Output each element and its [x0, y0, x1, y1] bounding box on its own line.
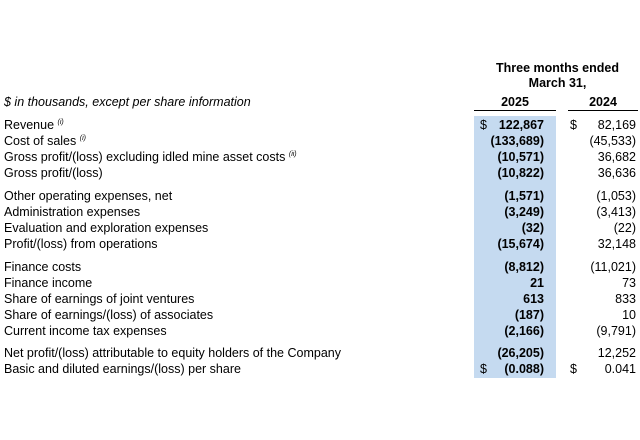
- row-label: [4, 307, 213, 323]
- value-prior: 73: [622, 276, 636, 290]
- value-current: (8,812): [504, 260, 544, 274]
- value-prior: 12,252: [597, 346, 636, 360]
- row-label-text: Gross profit/(loss) excluding idled mine asset costs: [4, 150, 286, 164]
- value-current: (0.088): [504, 362, 544, 376]
- value-prior: 0.041: [604, 362, 636, 376]
- value-current: (2,166): [504, 324, 544, 338]
- value-current: (187): [514, 308, 544, 322]
- row-label: [4, 236, 158, 252]
- value-prior: 833: [615, 292, 636, 306]
- footnote-marker: (ii): [288, 150, 297, 158]
- value-current: (133,689): [490, 134, 544, 148]
- currency-symbol-prior: $: [570, 118, 577, 132]
- table-row: [0, 236, 640, 252]
- value-current: (10,822): [497, 166, 544, 180]
- row-label-text: Finance income: [4, 276, 93, 290]
- value-prior: 32,148: [597, 237, 636, 251]
- row-label-text: Share of earnings/(loss) of associates: [4, 308, 214, 322]
- row-label: [4, 323, 167, 339]
- row-label-text: Basic and diluted earnings/(loss) per share: [4, 362, 241, 376]
- year-prior-header: 2024: [568, 95, 638, 111]
- table-row: [0, 345, 640, 361]
- period-header-line2: March 31,: [528, 76, 587, 90]
- table-row: [0, 188, 640, 204]
- row-label: [4, 133, 86, 149]
- table-row: [0, 165, 640, 181]
- row-label-text: Share of earnings of joint ventures: [4, 292, 195, 306]
- row-label-text: Evaluation and exploration expenses: [4, 221, 209, 235]
- value-current: 122,867: [498, 118, 544, 132]
- value-current: (10,571): [497, 150, 544, 164]
- row-label: [4, 259, 81, 275]
- value-prior: (3,413): [596, 205, 636, 219]
- row-label-text: Cost of sales: [4, 134, 77, 148]
- table-row: [0, 204, 640, 220]
- row-label: [4, 361, 241, 377]
- year-current-header: 2025: [474, 95, 556, 111]
- value-prior: 82,169: [597, 118, 636, 132]
- value-current: (3,249): [504, 205, 544, 219]
- table-row: [0, 259, 640, 275]
- value-current: (1,571): [504, 189, 544, 203]
- row-label: [4, 220, 208, 236]
- row-label: [4, 275, 92, 291]
- footnote-marker: (i): [57, 118, 64, 126]
- units-note: $ in thousands, except per share information: [4, 95, 251, 109]
- value-prior: 10: [622, 308, 636, 322]
- row-label-text: Revenue: [4, 118, 55, 132]
- table-row: [0, 275, 640, 291]
- value-current: 613: [523, 292, 544, 306]
- value-current: (26,205): [497, 346, 544, 360]
- row-label-text: Profit/(loss) from operations: [4, 237, 158, 251]
- row-label: [4, 291, 194, 307]
- table-row: [0, 323, 640, 339]
- period-header-line1: Three months ended: [496, 61, 619, 75]
- row-label-text: Finance costs: [4, 260, 82, 274]
- row-label-text: Current income tax expenses: [4, 324, 167, 338]
- table-row: [0, 291, 640, 307]
- currency-symbol-current: $: [480, 118, 487, 132]
- row-label: [4, 345, 341, 361]
- table-row: [0, 220, 640, 236]
- value-current: (32): [521, 221, 544, 235]
- value-prior: (1,053): [596, 189, 636, 203]
- table-row: [0, 361, 640, 377]
- value-prior: (45,533): [589, 134, 636, 148]
- table-row: [0, 133, 640, 149]
- value-current: 21: [530, 276, 544, 290]
- row-label: [4, 204, 140, 220]
- currency-symbol-current: $: [480, 362, 487, 376]
- period-header: [475, 61, 640, 91]
- row-label-text: Gross profit/(loss): [4, 166, 103, 180]
- value-prior: (22): [613, 221, 636, 235]
- row-label: [4, 149, 297, 165]
- table-row: [0, 149, 640, 165]
- value-current: (15,674): [497, 237, 544, 251]
- row-label-text: Other operating expenses, net: [4, 189, 173, 203]
- value-prior: (11,021): [590, 260, 636, 274]
- currency-symbol-prior: $: [570, 362, 577, 376]
- row-label-text: Net profit/(loss) attributable to equity holders of the Company: [4, 346, 341, 360]
- value-prior: 36,636: [597, 166, 636, 180]
- row-label-text: Administration expenses: [4, 205, 141, 219]
- table-row: [0, 117, 640, 133]
- value-prior: (9,791): [596, 324, 636, 338]
- footnote-marker: (i): [79, 134, 86, 142]
- value-prior: 36,682: [597, 150, 636, 164]
- row-label: [4, 117, 64, 133]
- row-label: [4, 188, 172, 204]
- table-row: [0, 307, 640, 323]
- row-label: [4, 165, 103, 181]
